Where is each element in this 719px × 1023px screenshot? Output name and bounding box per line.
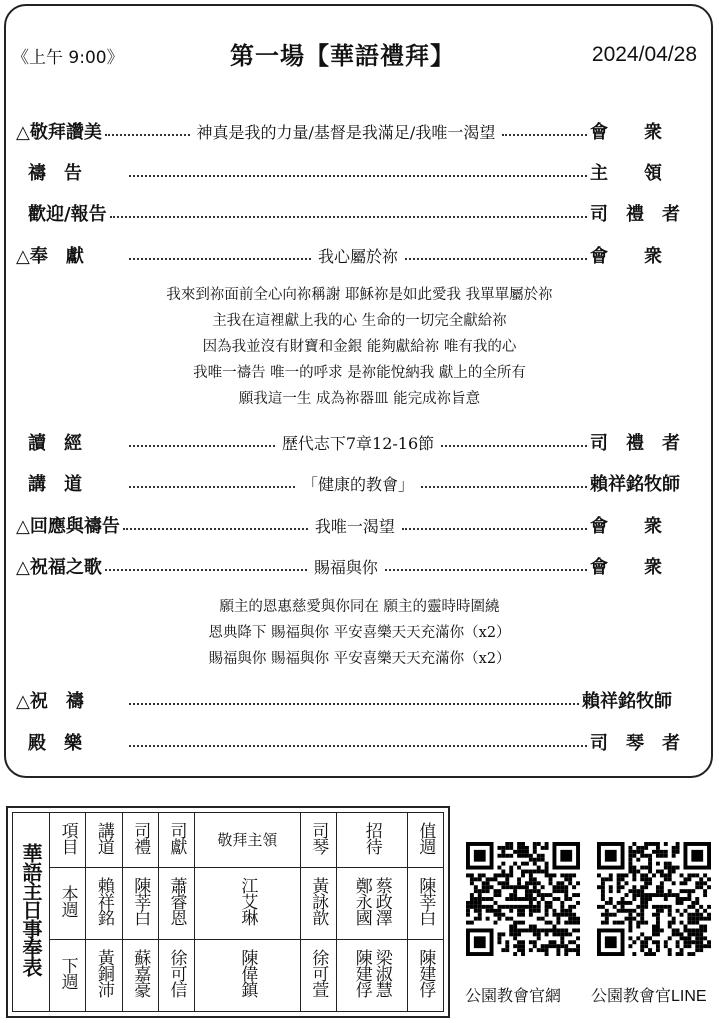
service-title: 第一場【華語禮拜】 [230, 42, 455, 70]
program-label: △回應與禱告 [16, 516, 120, 537]
schedule-header: 項目 [50, 813, 86, 868]
qr-code-icon[interactable] [466, 842, 580, 956]
program-text: 歷代志下7章12-16節 [281, 433, 435, 453]
program-text: 「健康的教會」 [302, 474, 415, 494]
schedule-cell: 江艾琳 [195, 868, 300, 940]
schedule-cell: 陳莘白 [407, 868, 443, 940]
program-row-sermon [16, 470, 700, 496]
week-label-this: 本週 [50, 868, 86, 940]
blessing-lyrics [0, 594, 719, 672]
schedule-cell: 蕭睿恩 [158, 868, 194, 940]
program-row-response [16, 512, 700, 538]
schedule-cell: 蘇嘉豪 [122, 940, 158, 1012]
program-responder: 司 禮 者 [590, 204, 680, 225]
program-label: △敬拜讚美 [16, 122, 102, 143]
program-row-benediction [16, 687, 700, 713]
program-row-blessing-song [16, 553, 700, 579]
program-label: △祝福之歌 [16, 557, 102, 578]
program-row-welcome [16, 200, 700, 226]
program-row-postlude [16, 729, 700, 755]
service-date: 2024/04/28 [591, 43, 697, 66]
program-text: 賜福與你 [313, 557, 378, 577]
schedule-header: 司琴 [300, 813, 336, 868]
week-label-next: 下週 [50, 940, 86, 1012]
program-label: 講 道 [28, 474, 82, 495]
schedule-header: 敬拜主領 [195, 813, 300, 868]
schedule-header: 招待 [336, 813, 407, 868]
schedule-cell: 陳莘白 [122, 868, 158, 940]
program-row-worship [16, 118, 700, 144]
lyric-line: 主我在這裡獻上我的心 生命的一切完全獻給祢 [212, 313, 507, 329]
program-row-prayer [16, 159, 700, 185]
program-responder: 會 衆 [590, 122, 662, 143]
schedule-header: 司獻 [158, 813, 194, 868]
program-responder: 賴祥銘牧師 [582, 691, 672, 712]
program-text: 我唯一渴望 [314, 516, 395, 536]
program-label: 讀 經 [28, 433, 82, 454]
program-responder: 會 衆 [590, 557, 662, 578]
program-row-offering [16, 242, 700, 268]
schedule-table [12, 812, 444, 1012]
program-label: 殿 樂 [28, 733, 82, 754]
schedule-header: 講道 [86, 813, 122, 868]
lyric-line: 因為我並沒有財寶和金銀 能夠獻給祢 唯有我的心 [202, 339, 517, 355]
program-responder: 司 琴 者 [590, 733, 680, 754]
program-label: 禱 告 [28, 163, 82, 184]
schedule-cell: 徐可信 [158, 940, 194, 1012]
qr-caption-website: 公園教會官網 [465, 988, 562, 1005]
lyric-line: 我來到祢面前全心向祢稱謝 耶穌祢是如此愛我 我單單屬於祢 [166, 287, 553, 303]
lyric-line: 願主的恩惠慈愛與你同在 願主的靈時時圍繞 [219, 599, 500, 615]
program-text: 我心屬於祢 [318, 246, 399, 266]
program-text: 神真是我的力量/基督是我滿足/我唯一渴望 [196, 122, 496, 142]
program-responder: 會 衆 [590, 516, 662, 537]
lyric-line: 願我這一生 成為祢器皿 能完成祢旨意 [238, 391, 481, 407]
offering-lyrics [0, 282, 719, 412]
program-label: 歡迎/報告 [28, 204, 107, 225]
schedule-cell: 黃銅沛 [86, 940, 122, 1012]
lyric-line: 我唯一禱告 唯一的呼求 是祢能悅納我 獻上的全所有 [193, 365, 526, 381]
schedule-cell: 徐可萱 [300, 940, 336, 1012]
program-responder: 主 領 [590, 163, 662, 184]
program-label: △祝 禱 [16, 691, 84, 712]
program-responder: 賴祥銘牧師 [590, 474, 680, 495]
schedule-cell: 陳建俘梁淑慧 [336, 940, 407, 1012]
schedule-header: 司禮 [122, 813, 158, 868]
program-responder: 司 禮 者 [590, 433, 680, 454]
schedule-cell: 陳偉鎮 [195, 940, 300, 1012]
schedule-header: 值週 [407, 813, 443, 868]
schedule-cell: 陳建俘 [407, 940, 443, 1012]
lyric-line: 恩典降下 賜福與你 平安喜樂天天充滿你（x2） [208, 625, 511, 641]
schedule-cell: 賴祥銘 [86, 868, 122, 940]
service-time: 《上午 9:00》 [12, 48, 124, 68]
schedule-title: 華語主日事奉表 [13, 813, 50, 1012]
program-label: △奉 獻 [16, 246, 84, 267]
program-responder: 會 衆 [590, 246, 662, 267]
schedule-cell: 鄭永國蔡政澤 [336, 868, 407, 940]
service-schedule [6, 806, 450, 1018]
schedule-cell: 黃詠歆 [300, 868, 336, 940]
qr-caption-line: 公園教會官LINE [591, 988, 707, 1005]
lyric-line: 賜福與你 賜福與你 平安喜樂天天充滿你（x2） [208, 651, 511, 667]
program-row-scripture [16, 429, 700, 455]
qr-code-icon[interactable] [597, 842, 711, 956]
